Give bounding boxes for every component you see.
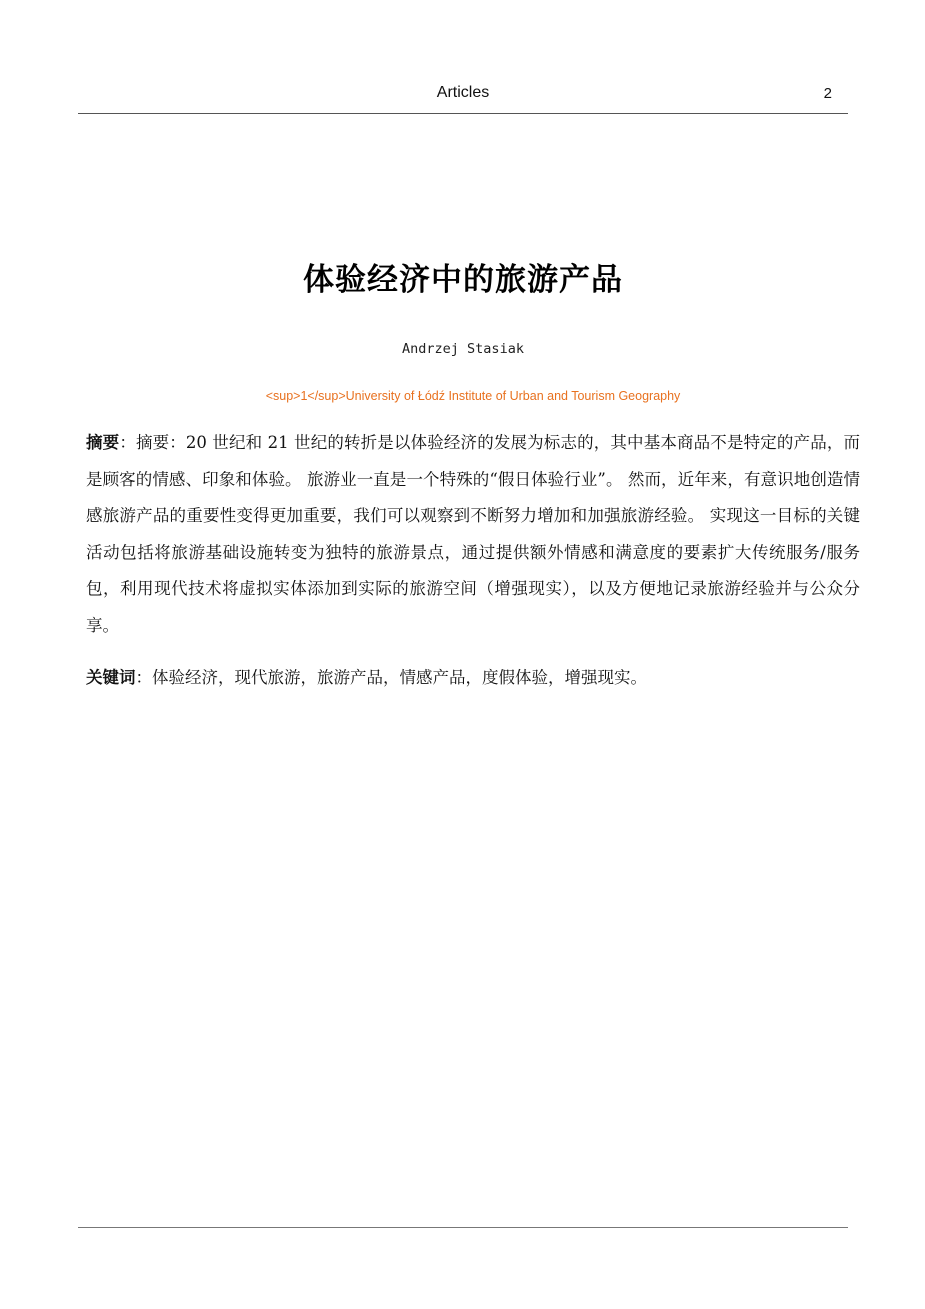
keywords <box>86 660 860 696</box>
header-divider <box>78 113 848 114</box>
article-title: 体验经济中的旅游产品 <box>303 262 623 298</box>
footer-divider <box>78 1227 848 1228</box>
keywords-label: 关键词 <box>86 668 136 687</box>
keywords-text: ：体验经济，现代旅游，旅游产品，情感产品，度假体验，增强现实。 <box>135 668 647 687</box>
abstract <box>86 425 860 645</box>
running-header <box>78 84 848 106</box>
abstract-label: 摘要 <box>86 433 120 452</box>
journal-name: Articles <box>436 84 490 101</box>
abstract-text: ：摘要：20 世纪和 21 世纪的转折是以体验经济的发展为标志的，其中基本商品不是特定的产品，而是顾客的情感、印象和体验。 旅游业一直是一个特殊的“假日体验行业”。 然而，近年来，有意识地创造情感旅游产品的重要性变得更加重要，我们可以观察到不断努力增加和加强旅游经验。 实现这一目标的关键活动包括将旅游基础设施转变为独特的旅游景点，通过提供额外情感和满意度的要素扩大传统服务/服务包，利用现代技术将虚拟实体添加到实际的旅游空间（增强现实），以及方便地记录旅游经验并与公众分享。 <box>86 433 861 635</box>
page-number: 2 <box>823 85 832 102</box>
author-name: Andrzej Stasiak <box>402 341 524 357</box>
author-affiliation: <sup>1</sup>University of Łódź Institute of Urban and Tourism Geography <box>265 389 681 403</box>
